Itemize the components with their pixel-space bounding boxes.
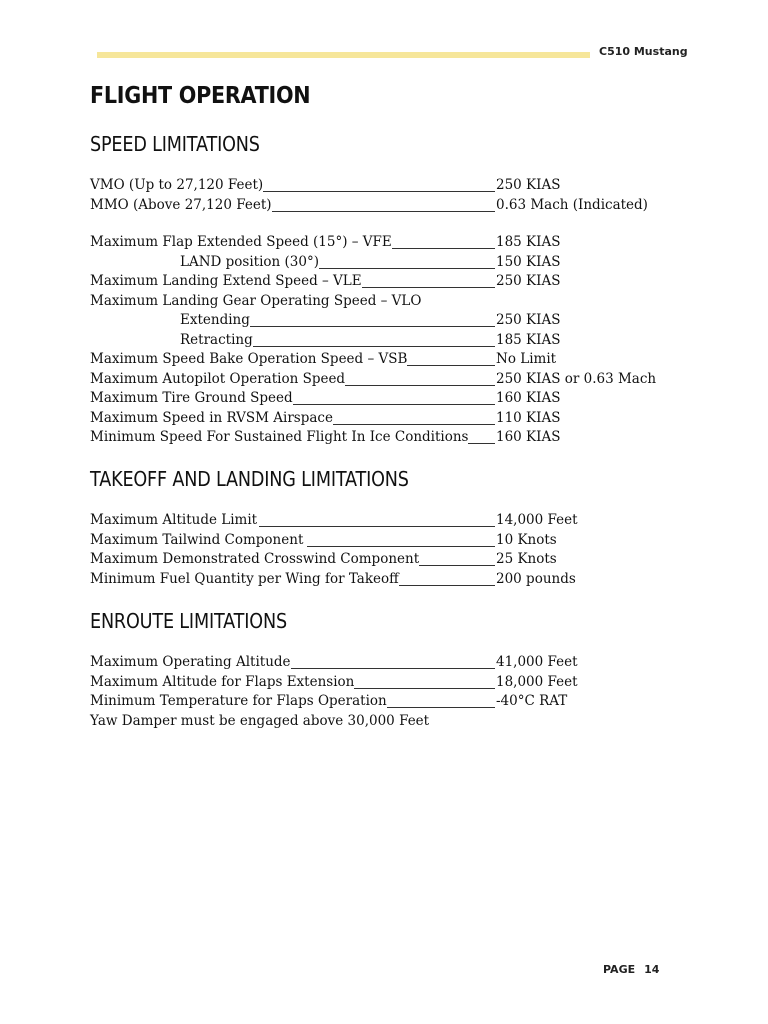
- leader-line: [319, 268, 495, 269]
- leader-line: [291, 404, 495, 405]
- item-label: Yaw Damper must be engaged above 30,000 Feet: [90, 712, 430, 729]
- list-item: [90, 674, 690, 694]
- item-label: Maximum Autopilot Operation Speed: [90, 370, 346, 387]
- header-rule: [97, 52, 590, 58]
- list-item: [90, 532, 690, 552]
- page-number: 14: [644, 963, 660, 976]
- item-label: LAND position (30°): [180, 253, 319, 270]
- spacer: [90, 216, 690, 234]
- list-item: [90, 332, 690, 352]
- item-label: Maximum Demonstrated Crosswind Component: [90, 551, 420, 567]
- item-label: MMO (Above 27,120 Feet): [90, 196, 272, 213]
- leader-line: [307, 546, 495, 547]
- list-item: [90, 273, 690, 293]
- item-label: Maximum Speed in RVSM Airspace: [90, 409, 333, 426]
- list-item: [90, 197, 690, 217]
- speed-limitations-list: [90, 177, 690, 449]
- list-item: [90, 512, 690, 532]
- item-value: 200 pounds: [496, 570, 576, 587]
- item-label: Minimum Temperature for Flaps Operation: [90, 693, 387, 709]
- item-value: 14,000 Feet: [496, 512, 578, 528]
- section-title-takeoff: TAKEOFF AND LANDING LIMITATIONS: [90, 467, 409, 491]
- item-label: Maximum Landing Gear Operating Speed – VLO: [90, 292, 422, 309]
- item-value: 250 KIAS or 0.63 Mach: [496, 370, 657, 387]
- leader-line: [243, 191, 495, 192]
- item-label: Maximum Tailwind Component: [90, 531, 304, 548]
- list-item: [90, 177, 690, 197]
- item-value: 25 Knots: [496, 551, 557, 567]
- item-value: 250 KIAS: [496, 177, 561, 193]
- list-item: [90, 293, 690, 313]
- enroute-limitations-list: [90, 654, 690, 732]
- item-label: VMO (Up to 27,120 Feet): [90, 177, 264, 193]
- list-item: [90, 254, 690, 274]
- page-title: FLIGHT OPERATION: [90, 83, 311, 109]
- item-value: 185 KIAS: [496, 234, 561, 250]
- item-value: 110 KIAS: [496, 409, 561, 426]
- item-label: Maximum Altitude Limit: [90, 512, 258, 528]
- item-label: Minimum Speed For Sustained Flight In Ice Conditions: [90, 429, 469, 445]
- list-item: [90, 654, 690, 674]
- item-label: Maximum Landing Extend Speed – VLE: [90, 273, 362, 289]
- takeoff-limitations-list: [90, 512, 690, 590]
- leader-line: [382, 707, 495, 708]
- list-item: [90, 429, 690, 449]
- leader-line: [378, 248, 495, 249]
- item-value: 250 KIAS: [496, 312, 561, 328]
- item-label: Maximum Tire Ground Speed: [90, 390, 293, 406]
- section-title-speed: SPEED LIMITATIONS: [90, 132, 260, 156]
- leader-line: [398, 585, 495, 586]
- leader-line: [354, 287, 495, 288]
- leader-line: [250, 346, 495, 347]
- item-label: Maximum Flap Extended Speed (15°) – VFE: [90, 234, 392, 250]
- item-value: 160 KIAS: [496, 429, 561, 445]
- item-label: Maximum Operating Altitude: [90, 654, 291, 670]
- leader-line: [396, 365, 495, 366]
- list-item: [90, 693, 690, 713]
- item-value: 250 KIAS: [496, 273, 561, 289]
- leader-line: [248, 326, 495, 327]
- document-header-title: C510 Mustang: [599, 45, 688, 58]
- item-label: Retracting: [180, 331, 253, 348]
- list-item: [90, 713, 690, 733]
- list-item: [90, 571, 690, 591]
- section-title-enroute: ENROUTE LIMITATIONS: [90, 609, 287, 633]
- item-label: Minimum Fuel Quantity per Wing for Takeoff: [90, 570, 399, 587]
- page-label: PAGE: [603, 963, 636, 976]
- list-item: [90, 410, 690, 430]
- list-item: [90, 371, 690, 391]
- item-value: 185 KIAS: [496, 331, 561, 348]
- page-footer: [603, 963, 668, 976]
- item-label: Maximum Altitude for Flaps Extension: [90, 673, 355, 690]
- leader-line: [344, 385, 495, 386]
- leader-line: [259, 526, 495, 527]
- leader-line: [419, 565, 495, 566]
- item-value: 18,000 Feet: [496, 673, 578, 690]
- leader-line: [255, 211, 495, 212]
- list-item: [90, 351, 690, 371]
- item-value: 150 KIAS: [496, 253, 561, 270]
- item-value: 41,000 Feet: [496, 654, 578, 670]
- leader-line: [352, 688, 495, 689]
- item-value: 160 KIAS: [496, 390, 561, 406]
- item-value: 0.63 Mach (Indicated): [496, 196, 648, 213]
- list-item: [90, 551, 690, 571]
- list-item: [90, 234, 690, 254]
- item-value: 10 Knots: [496, 531, 557, 548]
- item-label: Extending: [180, 312, 250, 328]
- leader-line: [291, 668, 495, 669]
- item-value: -40°C RAT: [496, 693, 568, 709]
- item-value: No Limit: [496, 351, 557, 367]
- list-item: [90, 390, 690, 410]
- leader-line: [331, 424, 495, 425]
- item-label: Maximum Speed Bake Operation Speed – VSB: [90, 351, 408, 367]
- list-item: [90, 312, 690, 332]
